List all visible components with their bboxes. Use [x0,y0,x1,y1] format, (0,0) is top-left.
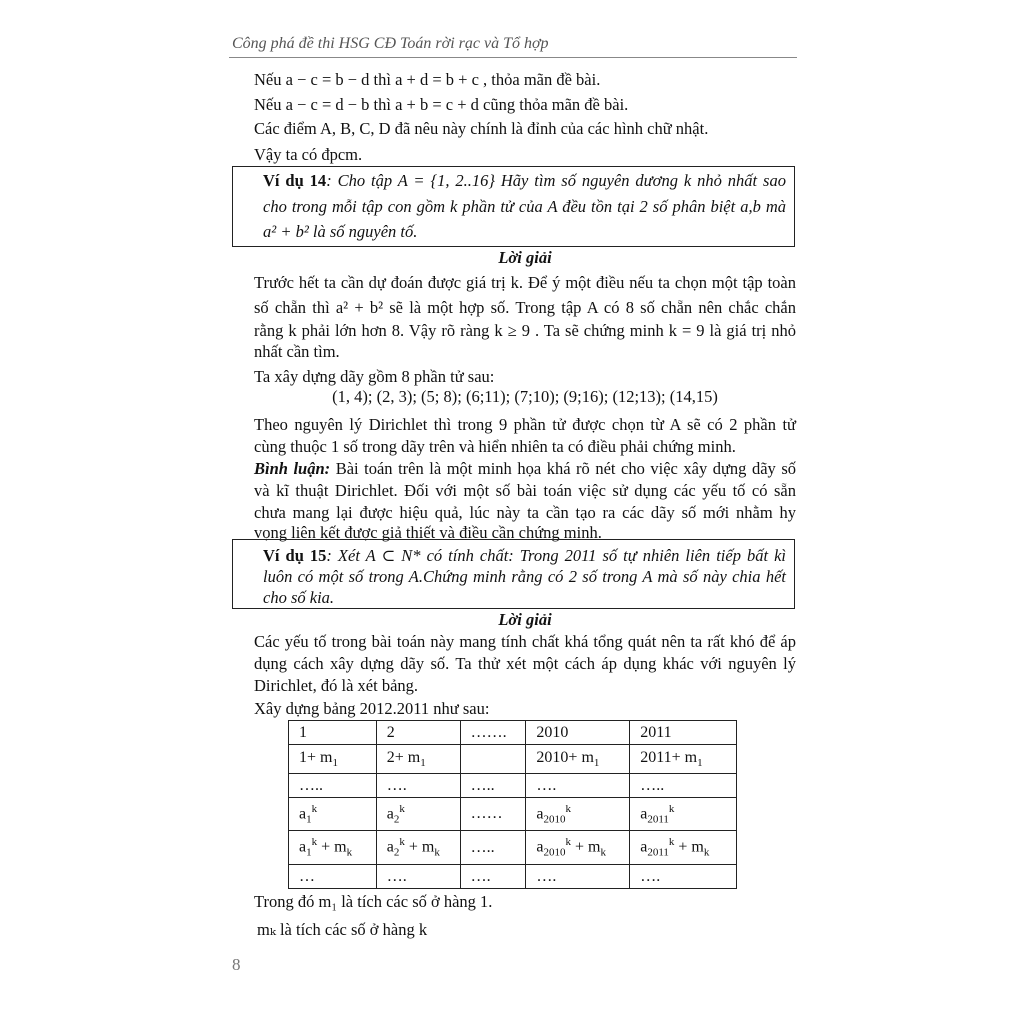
table-cell: $a_1^k$ [289,798,377,831]
text-line: chưa mang lại được hiệu quả, lúc này ta cần tạo ra các dãy số mới nhằm hy [254,503,796,522]
text-line: cùng thuộc 1 số trong dãy trên và hiển nhiên ta có điều phải chứng minh. [254,437,736,456]
text-line: Nếu a − c = d − b thì a + b = c + d cũng thỏa mãn đề bài. [254,95,629,114]
table-cell: …. [526,865,630,889]
table-cell: … [289,865,377,889]
table-row [289,798,737,831]
table-cell: ….. [289,774,377,798]
text-line: và kĩ thuật Dirichlet. Đối với một số bài toán việc sử dụng các yếu tố có sẵn [254,481,796,500]
comment-label: Bình luận: [254,459,331,478]
table-cell: ….. [460,831,526,865]
table-row [289,774,737,798]
table-cell: $1+ m_1$ [289,745,377,774]
table-cell: $2+ m_1$ [376,745,460,774]
table-cell: …. [376,865,460,889]
example-label: Ví dụ 15 [263,546,327,565]
table-cell: $a_{2011}^k$ [630,798,737,831]
example-label: Ví dụ 14 [263,171,327,190]
table-cell: $a_1^k + m_k$ [289,831,377,865]
table-cell: …. [460,865,526,889]
solution-title: Lời giải [498,248,552,267]
table-row [289,865,737,889]
table-cell: 2 [376,721,460,745]
table-cell: $2011+ m_1$ [630,745,737,774]
table-cell: $a_2^k$ [376,798,460,831]
page-number: 8 [232,955,241,974]
table-cell: $a_{2010}^k + m_k$ [526,831,630,865]
table-cell: $2010+ m_1$ [526,745,630,774]
table-cell: ….. [460,774,526,798]
table-cell: $a_{2011}^k + m_k$ [630,831,737,865]
table-cell: …. [630,865,737,889]
text-line: dụng cách xây dựng dãy số. Ta thử xét một cách áp dụng khác với nguyên lý [254,654,796,673]
running-header: Công phá đề thi HSG CĐ Toán rời rạc và Tổ hợp [232,35,549,52]
text-line: Các điểm A, B, C, D đã nêu này chính là đỉnh của các hình chữ nhật. [254,119,709,138]
text-line: rằng k phải lớn hơn 8. Vậy rõ ràng k ≥ 9 . Ta sẽ chứng minh k = 9 là giá trị nhỏ [254,321,796,340]
table-cell: …… [460,798,526,831]
text-line: Nếu a − c = b − d thì a + d = b + c , thỏa mãn đề bài. [254,70,601,89]
example-14-line: cho trong mỗi tập con gồm k phần tử của A đều tồn tại 2 số phân biệt a,b mà [263,197,786,216]
table-cell: …. [526,774,630,798]
text-line: Vậy ta có đpcm. [254,145,363,164]
example-14-line: Ví dụ 14: Cho tập A = {1, 2..16} Hãy tìm số nguyên dương k nhỏ nhất sao [263,171,786,190]
table-cell: …. [376,774,460,798]
example-15-line: cho số kia. [263,588,335,607]
text-line: Trong đó m₁ là tích các số ở hàng 1. [254,892,493,911]
table-row [289,831,737,865]
text-line: Xây dựng bảng 2012.2011 như sau: [254,699,490,718]
table-row [289,745,737,774]
table-cell: 2010 [526,721,630,745]
text-line: mₖ là tích các số ở hàng k [257,920,428,939]
text-line: Các yếu tố trong bài toán này mang tính chất khá tổng quát nên ta rất khó để áp [254,632,796,651]
example-15-line: luôn có một số trong A.Chứng minh rằng có 2 số trong A mà số này chia hết [263,567,786,586]
table-cell: $a_2^k + m_k$ [376,831,460,865]
table-cell: ……. [460,721,526,745]
construction-table [288,720,737,889]
text-line: Ta xây dựng dãy gồm 8 phần tử sau: [254,367,495,386]
text-line: vọng liên kết được giả thiết và điều cần chứng minh. [254,523,602,542]
table-cell: $a_{2010}^k$ [526,798,630,831]
solution-title: Lời giải [498,610,552,629]
comment-line: Bình luận: Bài toán trên là một minh họa khá rõ nét cho việc xây dựng dãy số [254,459,796,478]
text-line: Dirichlet, đó là xét bảng. [254,676,419,695]
sequence-formula: (1, 4); (2, 3); (5; 8); (6;11); (7;10); (9;16); (12;13); (14,15) [332,387,718,406]
text-line: Trước hết ta cần dự đoán được giá trị k. Để ý một điều nếu ta chọn một tập toàn [254,273,796,292]
text-line: nhất cần tìm. [254,342,340,361]
table-row [289,721,737,745]
example-15-line: Ví dụ 15: Xét A ⊂ N* có tính chất: Trong 2011 số tự nhiên liên tiếp bất kì [263,546,786,565]
table-cell: ….. [630,774,737,798]
example-14-line: a² + b² là số nguyên tố. [263,222,418,241]
table-cell [460,745,526,774]
table-cell: 1 [289,721,377,745]
table-cell: 2011 [630,721,737,745]
text-line: số chẵn thì a² + b² sẽ là một hợp số. Trong tập A có 8 số chẵn nên chắc chắn [254,298,796,317]
text-line: Theo nguyên lý Dirichlet thì trong 9 phần tử được chọn từ A sẽ có 2 phần tử [254,415,796,434]
header-divider [229,57,797,58]
